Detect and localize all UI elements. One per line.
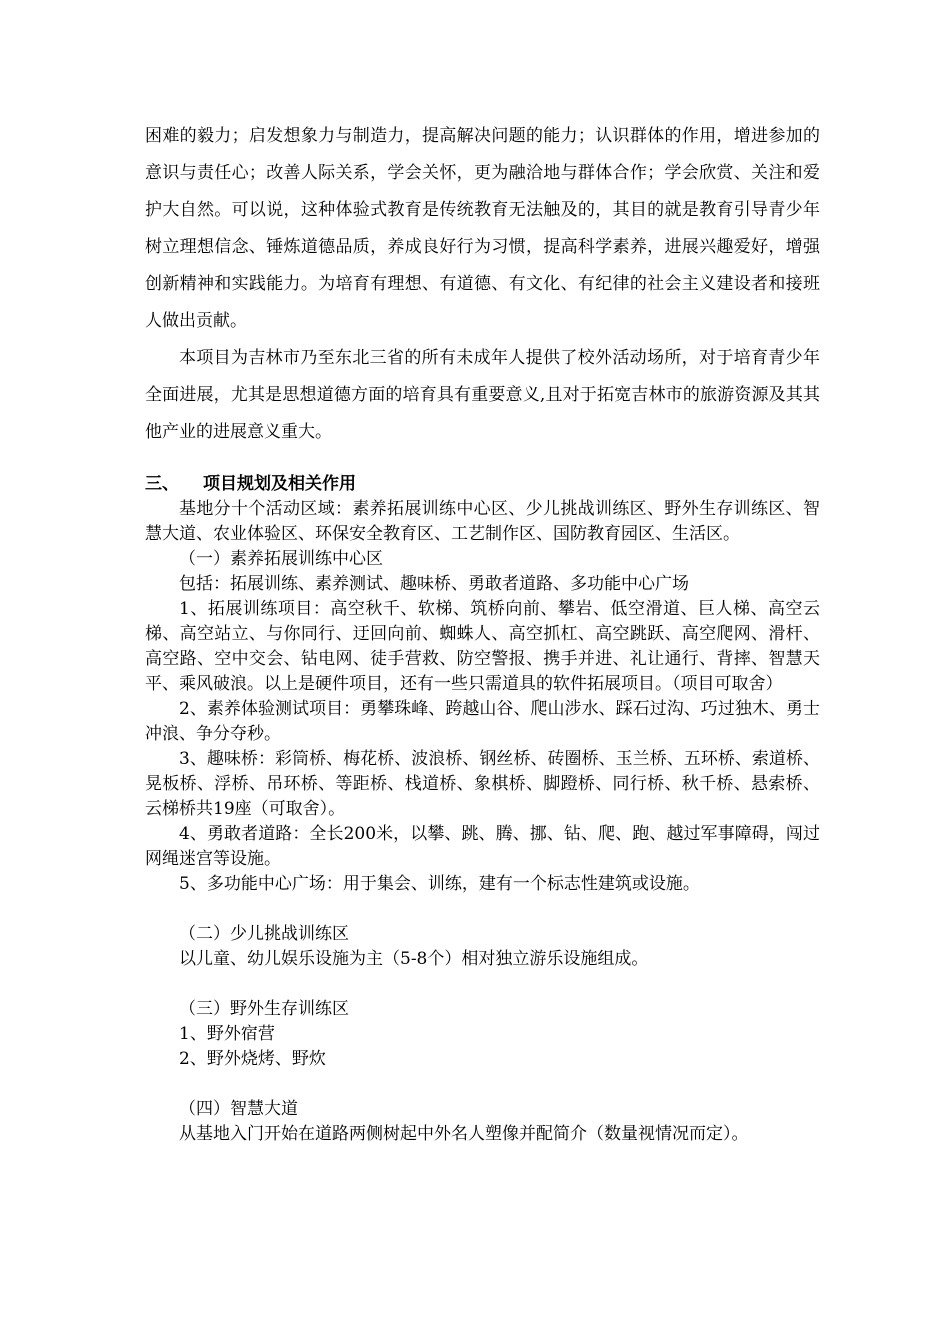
section-3-heading <box>145 472 820 497</box>
section-3-number: 三、 <box>145 474 179 494</box>
section-3-title: 项目规划及相关作用 <box>203 474 356 494</box>
spacer <box>145 972 820 997</box>
sub2-text: 以儿童、幼儿娱乐设施为主（5-8个）相对独立游乐设施组成。 <box>179 949 649 969</box>
sub1-item-3: 3、趣味桥：彩筒桥、梅花桥、波浪桥、钢丝桥、砖圈桥、玉兰桥、五环桥、索道桥、晃板桥、浮桥、吊环桥、等距桥、栈道桥、象棋桥、脚蹬桥、同行桥、秋千桥、悬索桥、云梯桥共19座（可取舍）。 <box>145 749 820 819</box>
document-page <box>145 118 820 1147</box>
sub1-heading: （一）素养拓展训练中心区 <box>179 549 383 569</box>
intro-paragraph-2: 本项目为吉林市乃至东北三省的所有未成年人提供了校外活动场所，对于培育青少年全面进展，尤其是思想道德方面的培育具有重要意义,且对于拓宽吉林市的旅游资源及其其他产业的进展意义重大。 <box>145 348 820 442</box>
sub1-include: 包括：拓展训练、素养测试、趣味桥、勇敢者道路、多功能中心广场 <box>179 574 689 594</box>
sub1-item-2: 2、素养体验测试项目：勇攀珠峰、跨越山谷、爬山涉水、踩石过沟、巧过独木、勇士冲浪、争分夺秒。 <box>145 699 820 744</box>
spacer <box>145 897 820 922</box>
sub1-item-5: 5、多功能中心广场：用于集会、训练，建有一个标志性建筑或设施。 <box>179 874 700 894</box>
sub3-heading: （三）野外生存训练区 <box>179 999 349 1019</box>
sub4-heading: （四）智慧大道 <box>179 1099 298 1119</box>
spacer <box>145 1072 820 1097</box>
sub1-item-1: 1、拓展训练项目：高空秋千、软梯、筑桥向前、攀岩、低空滑道、巨人梯、高空云梯、高空站立、与你同行、迂回向前、蜘蛛人、高空抓杠、高空跳跃、高空爬网、滑杆、高空路、空中交会、钻电网、徒手营救、防空警报、携手并进、礼让通行、背摔、智慧天平、乘风破浪。以上是硬件项目，还有一些只需道具的软件拓展项目。（项目可取舍） <box>145 599 820 694</box>
sub2-heading: （二）少儿挑战训练区 <box>179 924 349 944</box>
intro-text <box>145 118 820 451</box>
section-3 <box>145 472 820 1147</box>
intro-paragraph-1: 困难的毅力；启发想象力与制造力，提高解决问题的能力；认识群体的作用，增进参加的意识与责任心；改善人际关系，学会关怀，更为融洽地与群体合作；学会欣赏、关注和爱护大自然。可以说，这种体验式教育是传统教育无法触及的，其目的就是教育引导青少年树立理想信念、锤炼道德品质，养成良好行为习惯，提高科学素养，进展兴趣爱好，增强创新精神和实践能力。为培育有理想、有道德、有文化、有纪律的社会主义建设者和接班人做出贡献。 <box>145 126 820 331</box>
sub1-item-4: 4、勇敢者道路：全长200米，以攀、跳、腾、挪、钻、爬、跑、越过军事障碍，闯过网绳迷宫等设施。 <box>145 824 820 869</box>
sub4-text: 从基地入门开始在道路两侧树起中外名人塑像并配简介（数量视情况而定）。 <box>179 1124 749 1144</box>
sub3-item-2: 2、野外烧烤、野炊 <box>179 1049 326 1069</box>
sub3-item-1: 1、野外宿营 <box>179 1024 275 1044</box>
section-3-overview: 基地分十个活动区域：素养拓展训练中心区、少儿挑战训练区、野外生存训练区、智慧大道、农业体验区、环保安全教育区、工艺制作区、国防教育园区、生活区。 <box>145 499 820 544</box>
